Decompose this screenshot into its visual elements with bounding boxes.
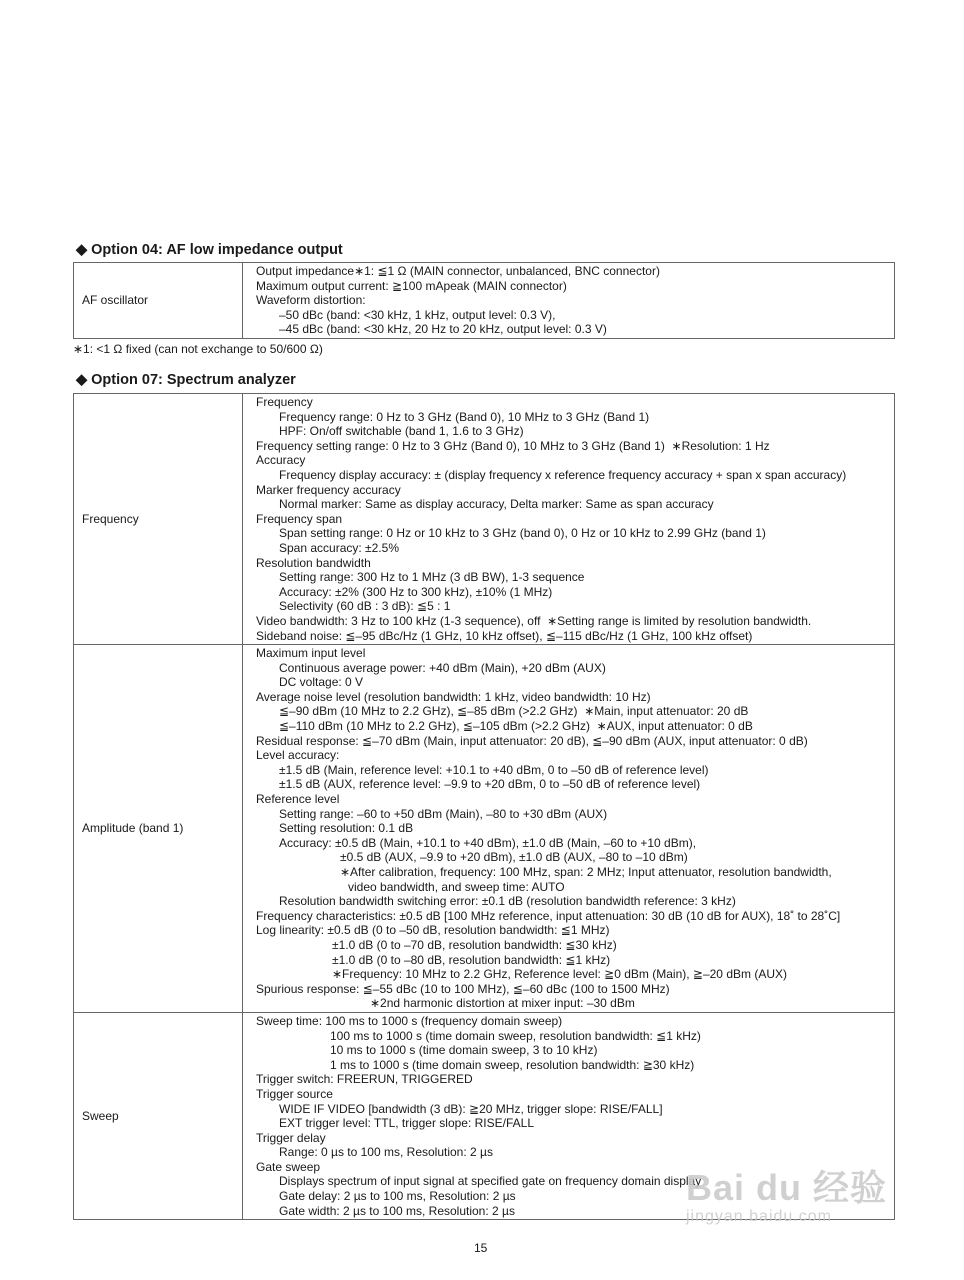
spec-line: Log linearity: ±0.5 dB (0 to –50 dB, resolution bandwidth: ≦1 MHz) bbox=[256, 923, 610, 938]
spec-line: Maximum input level bbox=[256, 646, 366, 661]
spec-line: ≦–90 dBm (10 MHz to 2.2 GHz), ≦–85 dBm (>2.2 GHz) ∗Main, input attenuator: 20 dB bbox=[279, 704, 749, 719]
spec-line: Sideband noise: ≦–95 dBc/Hz (1 GHz, 10 kHz offset), ≦–115 dBc/Hz (1 GHz, 100 kHz offset) bbox=[256, 628, 753, 643]
spec-line: –50 dBc (band: <30 kHz, 1 kHz, output level: 0.3 V), bbox=[279, 307, 556, 322]
diamond-bullet-icon: ◆ bbox=[76, 242, 88, 258]
spec-line: ≦–110 dBm (10 MHz to 2.2 GHz), ≦–105 dBm (>2.2 GHz) ∗AUX, input attenuator: 0 dB bbox=[279, 719, 753, 734]
spec-line: Normal marker: Same as display accuracy, Delta marker: Same as span accuracy bbox=[279, 497, 714, 512]
spec-line: Frequency span bbox=[256, 511, 343, 526]
spec-line: Frequency characteristics: ±0.5 dB [100 MHz reference, input attenuation: 30 dB (10 dB for AUX), 18˚ to 28˚C] bbox=[256, 908, 841, 923]
spec-line: ∗Frequency: 10 MHz to 2.2 GHz, Reference level: ≧0 dBm (Main), ≧–20 dBm (AUX) bbox=[332, 967, 787, 982]
spec-line: ±0.5 dB (AUX, –9.9 to +20 dBm), ±1.0 dB (AUX, –80 to –10 dBm) bbox=[340, 850, 688, 865]
spec-line: Marker frequency accuracy bbox=[256, 482, 401, 497]
spec-line: –45 dBc (band: <30 kHz, 20 Hz to 20 kHz, output level: 0.3 V) bbox=[279, 322, 607, 337]
option04-footnote: ∗1: <1 Ω fixed (can not exchange to 50/600 Ω) bbox=[73, 342, 323, 356]
spec-line: 100 ms to 1000 s (time domain sweep, resolution bandwidth: ≦1 kHz) bbox=[330, 1028, 701, 1043]
spec-row-content bbox=[243, 263, 895, 339]
spec-line: Gate sweep bbox=[256, 1159, 321, 1174]
spec-line: Trigger source bbox=[256, 1086, 333, 1101]
spec-row-label: Sweep bbox=[74, 1012, 243, 1219]
spec-line: Selectivity (60 dB : 3 dB): ≦5 : 1 bbox=[279, 599, 451, 614]
spec-line: ∗2nd harmonic distortion at mixer input: –30 dBm bbox=[370, 996, 635, 1011]
spec-line: Reference level bbox=[256, 792, 340, 807]
spec-line: 10 ms to 1000 s (time domain sweep, 3 to 10 kHz) bbox=[330, 1043, 598, 1058]
option04-title-text: Option 04: AF low impedance output bbox=[91, 242, 343, 258]
spec-line: Trigger switch: FREERUN, TRIGGERED bbox=[256, 1072, 473, 1087]
spec-line: Frequency range: 0 Hz to 3 GHz (Band 0), 10 MHz to 3 GHz (Band 1) bbox=[279, 409, 650, 424]
spec-line: Span setting range: 0 Hz or 10 kHz to 3 GHz (band 0), 0 Hz or 10 kHz to 2.99 GHz (band 1) bbox=[279, 526, 766, 541]
spec-row bbox=[74, 263, 895, 339]
baidu-jingyan-watermark bbox=[686, 1160, 926, 1250]
spec-line: EXT trigger level: TTL, trigger slope: RISE/FALL bbox=[279, 1116, 534, 1131]
spec-line: ±1.0 dB (0 to –70 dB, resolution bandwidth: ≦30 kHz) bbox=[332, 937, 617, 952]
spec-row bbox=[74, 645, 895, 1013]
spec-line: Frequency display accuracy: ± (display frequency x reference frequency accuracy + span x span accuracy) bbox=[279, 467, 847, 482]
spec-line: Trigger delay bbox=[256, 1130, 326, 1145]
spec-line: Frequency bbox=[256, 395, 313, 409]
spec-line: Waveform distortion: bbox=[256, 293, 366, 308]
spec-line: Continuous average power: +40 dBm (Main), +20 dBm (AUX) bbox=[279, 660, 606, 675]
page-number: 15 bbox=[474, 1241, 488, 1255]
spec-line: Setting resolution: 0.1 dB bbox=[279, 821, 414, 836]
spec-line: Average noise level (resolution bandwidth: 1 kHz, video bandwidth: 10 Hz) bbox=[256, 689, 651, 704]
spec-line: Residual response: ≦–70 dBm (Main, input attenuator: 20 dB), ≦–90 dBm (AUX, input attenuator: 0 dB) bbox=[256, 733, 808, 748]
spec-line: Level accuracy: bbox=[256, 748, 340, 763]
spec-row bbox=[74, 394, 895, 645]
spec-line: Video bandwidth: 3 Hz to 100 kHz (1-3 sequence), off ∗Setting range is limited by resolution bandwidth. bbox=[256, 613, 812, 628]
spec-line: Range: 0 µs to 100 ms, Resolution: 2 µs bbox=[279, 1145, 493, 1160]
spec-line: Accuracy: ±2% (300 Hz to 300 kHz), ±10% (1 MHz) bbox=[279, 584, 553, 599]
spec-line: Output impedance∗1: ≦1 Ω (MAIN connector, unbalanced, BNC connector) bbox=[256, 264, 660, 278]
spec-line: Setting range: 300 Hz to 1 MHz (3 dB BW), 1-3 sequence bbox=[279, 570, 585, 585]
spec-line: Displays spectrum of input signal at specified gate on frequency domain display bbox=[279, 1174, 702, 1189]
watermark-site: jingyan.baidu.com bbox=[686, 1208, 832, 1225]
spec-line: Setting range: –60 to +50 dBm (Main), –80 to +30 dBm (AUX) bbox=[279, 806, 608, 821]
spec-line: Spurious response: ≦–55 dBc (10 to 100 MHz), ≦–60 dBc (100 to 1500 MHz) bbox=[256, 981, 670, 996]
spec-row-label: Frequency bbox=[74, 394, 243, 645]
spec-line: Span accuracy: ±2.5% bbox=[279, 540, 399, 555]
spec-line: ±1.5 dB (AUX, reference level: –9.9 to +20 dBm, 0 to –50 dB of reference level) bbox=[279, 777, 701, 792]
option04-table bbox=[73, 262, 895, 339]
spec-row-content bbox=[243, 394, 895, 645]
option07-table bbox=[73, 393, 895, 1220]
spec-line: Accuracy: ±0.5 dB (Main, +10.1 to +40 dBm), ±1.0 dB (Main, –60 to +10 dBm), bbox=[279, 835, 697, 850]
option04-title bbox=[76, 241, 343, 259]
spec-line: video bandwidth, and sweep time: AUTO bbox=[348, 879, 565, 894]
spec-line: Frequency setting range: 0 Hz to 3 GHz (Band 0), 10 MHz to 3 GHz (Band 1) ∗Resolution: 1 Hz bbox=[256, 438, 770, 453]
option07-title-text: Option 07: Spectrum analyzer bbox=[91, 372, 296, 388]
spec-row-content bbox=[243, 645, 895, 1013]
spec-line: DC voltage: 0 V bbox=[279, 675, 364, 690]
spec-line: ±1.5 dB (Main, reference level: +10.1 to +40 dBm, 0 to –50 dB of reference level) bbox=[279, 762, 709, 777]
diamond-bullet-icon: ◆ bbox=[76, 372, 88, 388]
spec-row-label: Amplitude (band 1) bbox=[74, 645, 243, 1013]
spec-line: WIDE IF VIDEO [bandwidth (3 dB): ≧20 MHz, trigger slope: RISE/FALL] bbox=[279, 1101, 663, 1116]
option07-title bbox=[76, 371, 296, 389]
spec-line: 1 ms to 1000 s (time domain sweep, resolution bandwidth: ≧30 kHz) bbox=[330, 1057, 695, 1072]
spec-row-label: AF oscillator bbox=[74, 263, 243, 339]
spec-line: Accuracy bbox=[256, 453, 306, 468]
watermark-brand: Bai du 经验 bbox=[686, 1167, 888, 1208]
spec-line: ∗After calibration, frequency: 100 MHz, span: 2 MHz; Input attenuator, resolution bandwidth, bbox=[340, 865, 832, 879]
spec-line: ±1.0 dB (0 to –80 dB, resolution bandwidth: ≦1 kHz) bbox=[332, 952, 611, 967]
spec-line: Maximum output current: ≧100 mApeak (MAIN connector) bbox=[256, 278, 567, 293]
spec-line: Sweep time: 100 ms to 1000 s (frequency domain sweep) bbox=[256, 1013, 563, 1028]
spec-line: Gate delay: 2 µs to 100 ms, Resolution: 2 µs bbox=[279, 1189, 516, 1204]
spec-line: Resolution bandwidth switching error: ±0.1 dB (resolution bandwidth reference: 3 kHz) bbox=[279, 894, 736, 909]
spec-line: HPF: On/off switchable (band 1, 1.6 to 3 GHz) bbox=[279, 424, 524, 439]
spec-line: Gate width: 2 µs to 100 ms, Resolution: 2 µs bbox=[279, 1203, 515, 1218]
spec-line: Resolution bandwidth bbox=[256, 555, 371, 570]
